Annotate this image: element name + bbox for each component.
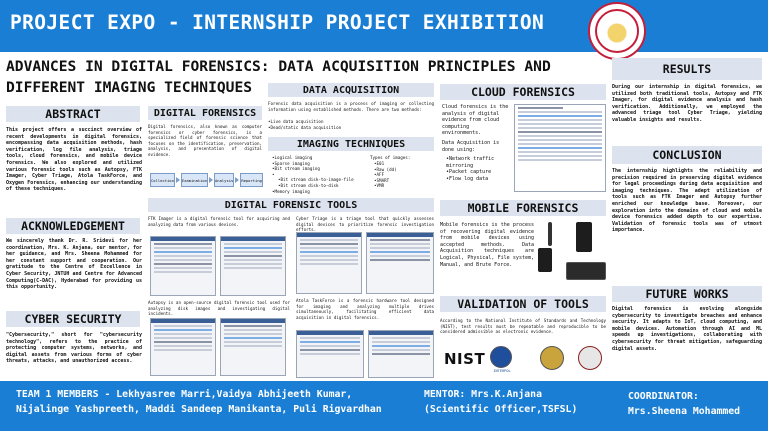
imaging-item: • Logical imaging: [272, 155, 368, 161]
atola-description: Atola TaskForce is a forensic hardware tool designed for imaging and analyzing multiple drives simultaneously, facilitating efficient data acquisition in digital forensics.: [296, 298, 434, 320]
digital-forensic-tools-heading: DIGITAL FORENSIC TOOLS: [148, 198, 434, 212]
image-types-list: [374, 161, 434, 189]
abstract-body: This project offers a succinct overview of recent developments in digital forensics, encompassing data acquisition methods, hash verification, log file analysis, triage tools, cloud forensics, and mobile device forensics. We also explored and utilized various forensic tools such as Autopsy, FTK Imager, Cyber Triage, Atola TaskForce, and Oxygen Forensics, enhancing our understanding of these techniques.: [6, 127, 142, 193]
mobile-forensics-body: Mobile forensics is the process of recovering digital evidence from mobile devices using accepted methods. Data Acquisition techniques are Logical, Physical, File system, Manual, and Brute Force.: [440, 222, 534, 268]
ftk-imager-screenshot-2: [220, 236, 286, 296]
digital-forensics-heading: DIGITAL FORENSICS: [148, 106, 262, 120]
image-type-item: • SMART: [374, 178, 434, 184]
arrow-right-icon: [235, 177, 239, 183]
atola-screenshot-2: [368, 330, 434, 378]
image-types-heading: Types of images:: [370, 155, 411, 160]
validation-tools-body: According to the National Institute of Standards and Technology (NIST), test results must be repeatable and reproducible to be considered admissible as electronic evidence.: [440, 318, 606, 335]
imaging-subitems: [272, 172, 368, 189]
forensic-device-icon: [566, 262, 606, 280]
validation-tools-heading: VALIDATION OF TOOLS: [440, 296, 606, 312]
mentor-line2: (Scientific Officer,TSFSL): [424, 404, 578, 415]
flow-step: Reporting: [240, 173, 263, 187]
cloud-acquisition-intro: Data Acquisition is done using:: [442, 140, 500, 153]
cloud-forensics-body: Cloud forensics is the analysis of digital evidence from cloud computing environments.: [442, 104, 509, 137]
university-seal-icon: [595, 9, 639, 53]
atola-screenshot: [296, 330, 364, 378]
mobile-adapter-icon: [576, 222, 592, 252]
coordinator-line1: COORDINATOR:: [628, 391, 699, 402]
cyber-triage-description: Cyber Triage is a triage tool that quickly assesses digital devices to prioritize forensic investigation efforts.: [296, 216, 434, 233]
data-acquisition-intro: Forensic data acquisition is a process of imaging or collecting information using established methods. There are two methods:: [268, 101, 434, 112]
ftk-description: FTK Imager is a digital forensic tool for acquiring and analyzing data from various devices.: [148, 216, 290, 227]
interpol-logo-icon: [490, 346, 512, 368]
autopsy-screenshot-2: [220, 318, 286, 376]
lab-seal-icon: [578, 346, 602, 370]
conclusion-heading: CONCLUSION: [612, 146, 762, 164]
agency-seal-icon: [540, 346, 564, 370]
cloud-method-item: • Packet capture: [446, 169, 512, 176]
team-members-line1: TEAM 1 MEMBERS - Lekhyasree Marri,Vaidya Abhijeeth Kumar,: [16, 389, 353, 400]
usb-cable-icon: [548, 222, 552, 246]
acknowledgement-heading: ACKNOWLEDGEMENT: [6, 218, 140, 234]
data-acquisition-heading: DATA ACQUISITION: [268, 83, 434, 97]
imaging-list: [272, 155, 368, 194]
ftk-imager-screenshot: [150, 236, 216, 296]
imaging-techniques-heading: IMAGING TECHNIQUES: [268, 137, 434, 151]
image-type-item: • AFF: [374, 172, 434, 178]
cloud-acquisition-methods: [446, 156, 512, 182]
coordinator-line2: Mrs.Sheena Mohammed: [628, 406, 741, 417]
results-body: During our internship in digital forensics, we utilized both traditional tools, Autopsy and FTK Imager, for digital evidence analysis and hash verification. Additionally, we employed the advanced triage tool Cyber Triage, yielding valuable insights and results.: [612, 84, 762, 123]
acknowledgement-body: We sincerely thank Dr. R. Sridevi for her coordination, Mrs. K. Anjana, our mentor, for her guidance, and Mrs. Sheena Mohammed for her constant support and cooperation. Our gratitude to the Centre of Excellence in Cyber Security, JNTUH and Centre for Advanced Computing(C-DAC), Hyderabad for providing us this opportunity.: [6, 238, 142, 291]
mentor-line1: MENTOR: Mrs.K.Anjana: [424, 389, 542, 400]
cyber-triage-screenshot: [296, 232, 362, 294]
imaging-subitem: • • Bit stream disk-to-image-file: [278, 177, 368, 183]
autopsy-screenshot: [150, 318, 216, 376]
cyber-security-heading: CYBER SECURITY: [6, 311, 140, 327]
future-works-body: Digital forensics is evolving alongside cybersecurity to investigate breaches and enhance security. It adapts to IoT, cloud computing, and mobile devices. Automation through AI and ML speeds up investigations, collaborating with cybersecurity for threat mitigation, safeguarding digital assets.: [612, 306, 762, 352]
imaging-item: • Memory imaging: [272, 189, 368, 195]
arrow-right-icon: [176, 177, 180, 183]
poster-title: ADVANCES IN DIGITAL FORENSICS: DATA ACQUISITION PRINCIPLES AND DIFFERENT IMAGING TECHNIQUES: [6, 58, 551, 96]
nist-logo: NIST: [444, 350, 486, 368]
flow-step: Analysis: [214, 173, 234, 187]
team-members-line2: Nijalinge Yashpreeth, Maddi Sandeep Manikanta, Puli Rigvardhan: [16, 404, 382, 415]
cloud-forensics-heading: CLOUD FORENSICS: [440, 84, 606, 100]
university-logo: [588, 2, 646, 60]
cloud-method-item: • Flow log data: [446, 176, 512, 183]
image-type-item: • E01: [374, 161, 434, 167]
data-acquisition-methods: [268, 119, 434, 130]
interpol-caption: INTERPOL: [493, 369, 511, 373]
image-type-item: • VMR: [374, 183, 434, 189]
cloud-tool-screenshot: [514, 104, 606, 192]
digital-forensics-body: Digital forensics, also known as computer forensics or cyber forensics, is a specialized field of forensic science that focuses on the identification, preservation, analysis, and presentation of digital evidence.: [148, 124, 262, 157]
imaging-subitem: • Bit stream disk-to-disk: [278, 183, 368, 189]
flow-step: Collection: [150, 173, 175, 187]
imaging-item: • Bit stream imaging: [272, 166, 368, 172]
flow-step: Examination: [181, 173, 208, 187]
method-item: • Live data acquisition: [268, 119, 434, 125]
method-item: • Dead/static data acquisition: [268, 125, 434, 131]
mobile-phone-icon: [538, 248, 552, 272]
arrow-right-icon: [209, 177, 213, 183]
future-works-heading: FUTURE WORKS: [612, 286, 762, 302]
results-heading: RESULTS: [612, 58, 762, 80]
imaging-item: • Sparse imaging: [272, 161, 368, 167]
cyber-triage-screenshot-2: [366, 232, 434, 294]
forensics-process-flow: [150, 163, 262, 197]
cyber-security-body: "Cybersecurity," short for "cybersecurity technology", refers to the practice of protecting computer systems, networks, and digital assets from various forms of cyber threats, attacks, and unauthorized access.: [6, 332, 142, 365]
abstract-heading: ABSTRACT: [6, 106, 140, 122]
mobile-forensics-heading: MOBILE FORENSICS: [440, 200, 606, 216]
image-type-item: • Raw (dd): [374, 167, 434, 173]
header-title: PROJECT EXPO - INTERNSHIP PROJECT EXHIBITION: [10, 11, 545, 34]
cloud-method-item: • Network traffic mirroring: [446, 156, 512, 169]
conclusion-body: The internship highlights the reliability and precision required in preserving digital evidence for legal proceedings during data acquisition and imaging techniques. The adept utilization of tools such as FTK Imager and Autopsy further enriched our knowledge base. Moreover, our exploration into the domains of cloud and mobile device forensics added depth to our expertise. Validation of forensic tools was of utmost importance.: [612, 168, 762, 234]
autopsy-description: Autopsy is an open-source digital forensic tool used for analyzing disk images and investigating digital incidents.: [148, 300, 290, 317]
